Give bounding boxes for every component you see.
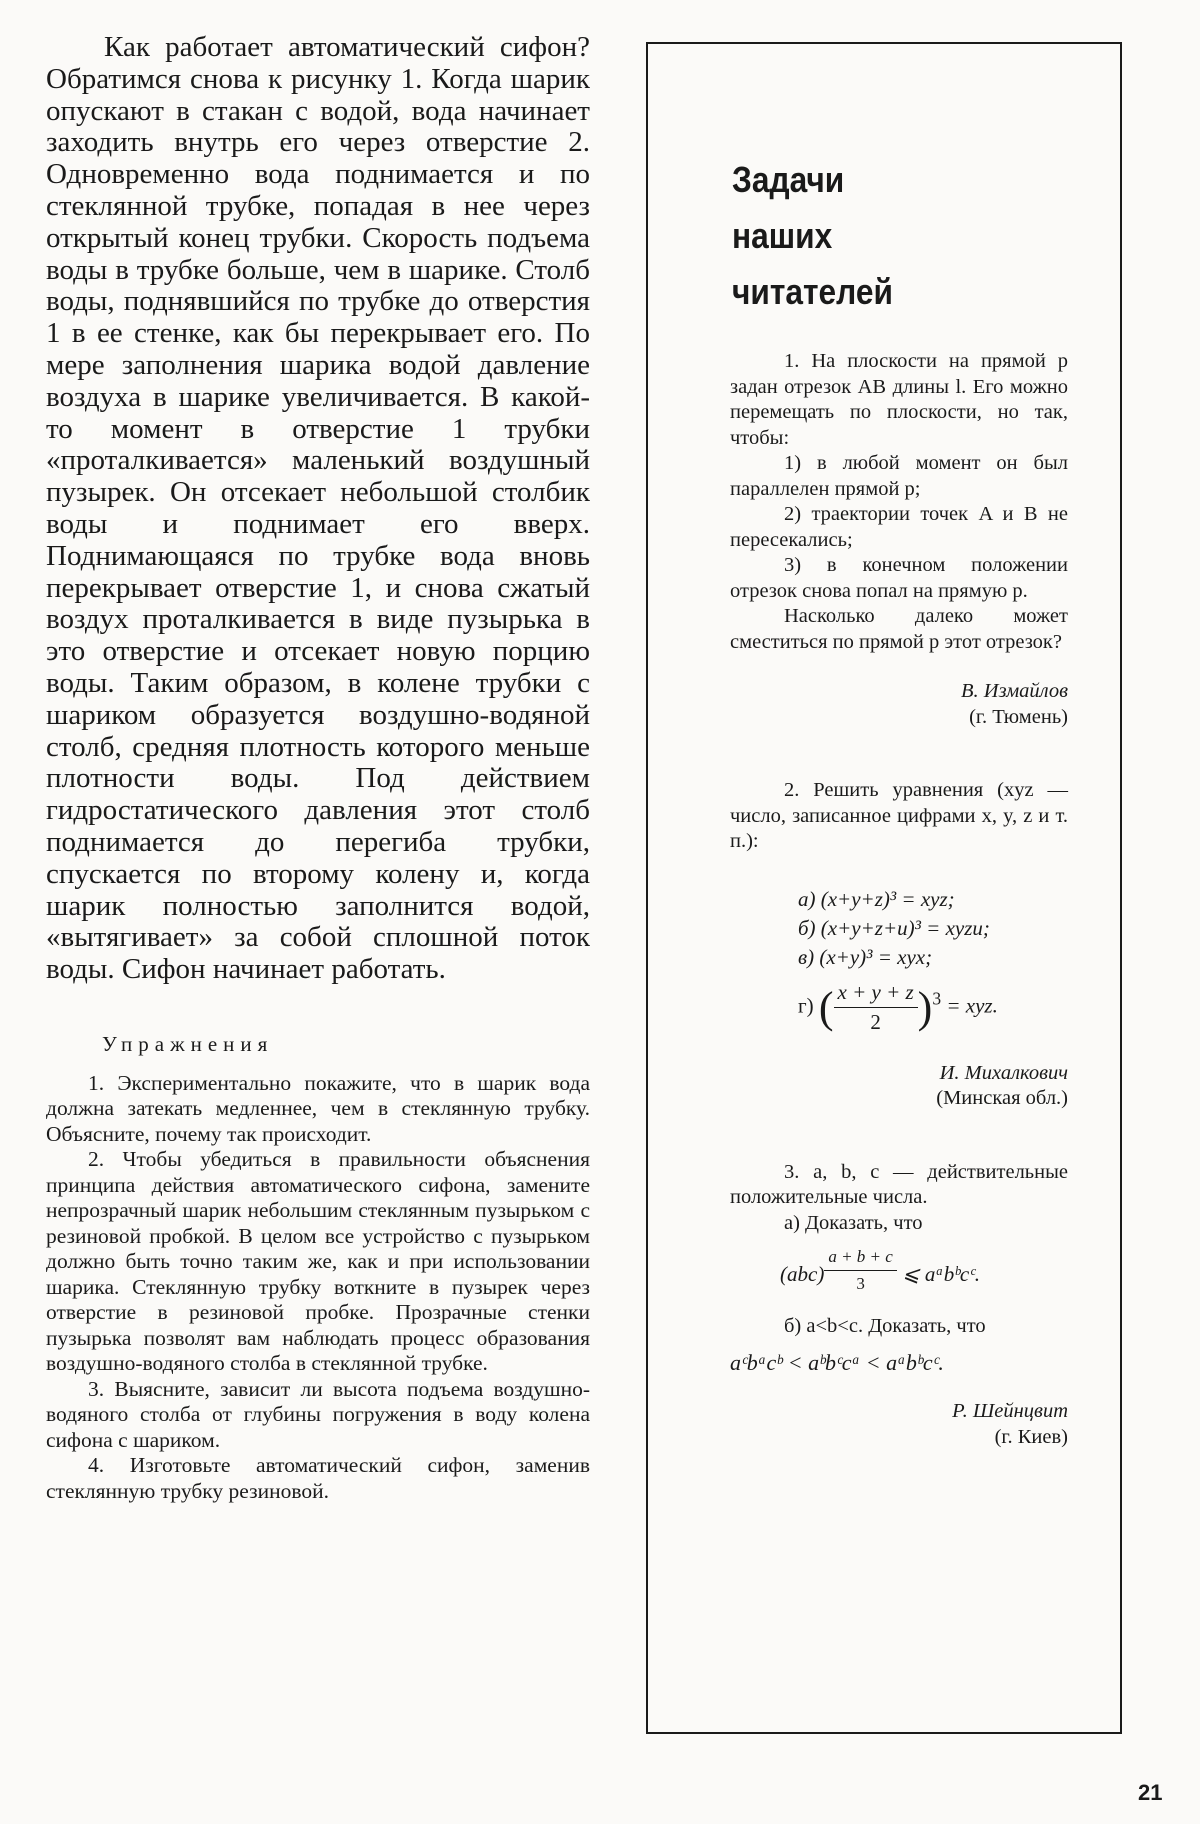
equation-d-label: г) [798, 992, 814, 1017]
box-title [732, 152, 893, 320]
problem3-intro: 3. a, b, c — действительные положительные числа. [730, 1160, 1068, 1208]
exercises-heading: Упражнения [102, 1031, 274, 1056]
exercise-item: 2. Чтобы убедиться в правильности объяснения принципа действия автоматического сифона, замените непрозрачный шарик небольшим стеклянным пузырьком с резиновой пробкой. В целом все устройство с пузырьком должно быть точно таким же, как и при использовании шарика. Стеклянную трубку воткните в пузырек через отверстие в резиновой пробке. Прозрачные стенки пузырька позволят вам наблюдать процесс образования воздушно-водяного столба в стеклянной трубке. [46, 1147, 590, 1376]
problem2-author: И. Михалкович [939, 1061, 1068, 1084]
problem1-place: (г. Тюмень) [969, 705, 1068, 728]
inequality-a-exp-num: a + b + c [824, 1244, 897, 1271]
problem1-question: Насколько далеко может сместиться по прямой p этот отрезок? [730, 605, 1068, 653]
problem1-author: В. Измайлов [961, 680, 1068, 702]
problem3-part-a: а) Доказать, что [784, 1211, 923, 1234]
problems [730, 349, 1068, 1450]
article-column [46, 32, 590, 1504]
problem1-condition: 3) в конечном положении отрезок снова попал на прямую p. [730, 554, 1068, 602]
problem1-condition: 1) в любой момент он был параллелен прямой p; [730, 452, 1068, 500]
readers-problems-box [646, 42, 1122, 1734]
box-title-line: Задачи [732, 159, 845, 200]
box-title-line: читателей [732, 271, 893, 312]
equation-b: б) (x+y+z+u)³ = xyzu; [798, 915, 990, 940]
inequality-b: aᶜbᵃcᵇ < aᵇbᶜcᵃ < aᵃbᵇcᶜ. [730, 1349, 944, 1375]
equation-d-numerator: x + y + z [834, 978, 918, 1008]
inequality-a [780, 1244, 1068, 1296]
inequality-a-rhs: ⩽ aᵃbᵇcᶜ. [902, 1262, 981, 1286]
inequality-a-exp-den: 3 [856, 1273, 865, 1293]
problem2-place: (Минская обл.) [936, 1087, 1068, 1109]
exercise-item: 4. Изготовьте автоматический сифон, заменив стеклянную трубку резиновой. [46, 1453, 590, 1503]
exercise-item: 1. Экспериментально покажите, что в шарик вода должна затекать медленнее, чем в стеклянную трубку. Объясните, почему так происходит. [46, 1070, 590, 1146]
exercise-item: 3. Выясните, зависит ли высота подъема воздушно-водяного столба от глубины погружения в воду колена сифона с шариком. [46, 1376, 590, 1452]
article-text: Как работает автоматический сифон? Обратимся снова к рисунку 1. Когда шарик опускают в стакан с водой, вода начинает заходить внутрь его через отверстие 2. Одновременно вода поднимается и по стеклянной трубке, попадая в нее через открытый конец трубки. Скорость подъема воды в трубке больше, чем в шарике. Столб воды, поднявшийся по трубке до отверстия 1 в ее стенке, как бы перекрывает его. По мере заполнения шарика водой давление воздуха в шарике увеличивается. В какой-то момент в отверстие 1 трубки «проталкивается» маленький воздушный пузырек. Он отсекает небольшой столбик воды и поднимает его вверх. Поднимающаяся по трубке вода вновь перекрывает отверстие 1, и снова сжатый воздух проталкивается в виде пузырька в это отверстие и отсекает новую порцию воды. Таким образом, в колене трубки с шариком образуется воздушно-водяной столб, средняя плотность которого меньше плотности воды. Под действием гидростатического давления этот столб поднимается до перегиба трубки, спускается по второму колену и, когда шарик полностью заполнится водой, «вытягивает» за собой сплошной поток воды. Сифон начинает работать. [46, 31, 590, 986]
problem3-part-b: б) a<b<c. Доказать, что [784, 1315, 986, 1337]
problem3-place: (г. Киев) [994, 1425, 1068, 1448]
equation-a: а) (x+y+z)³ = xyz; [798, 886, 955, 911]
problem1-intro: 1. На плоскости на прямой p задан отрезок AB длины l. Его можно перемещать по плоскости, но так, чтобы: [730, 350, 1068, 449]
problem2-intro: 2. Решить уравнения (xyz — число, записанное цифрами x, y, z и т. п.): [730, 779, 1068, 852]
equation-d-rhs: = xyz. [946, 992, 998, 1017]
box-title-line: наших [732, 215, 833, 256]
equation-d: г) ( $\frac{x + y + z}{2}$ )$^3$ = xyz. [798, 978, 1068, 1037]
equation-d-denominator: 2 [870, 1009, 881, 1034]
inequality-a-exponent [824, 1244, 897, 1296]
problem3-author: Р. Шейнцвит [952, 1400, 1068, 1422]
problem1-condition: 2) траектории точек A и B не пересекались; [730, 503, 1068, 551]
inequality-a-base: (abc) [780, 1262, 825, 1286]
equation-d-fraction [834, 978, 918, 1037]
equation-c: в) (x+y)³ = xyx; [798, 944, 933, 969]
page-number: 21 [1138, 1780, 1163, 1805]
